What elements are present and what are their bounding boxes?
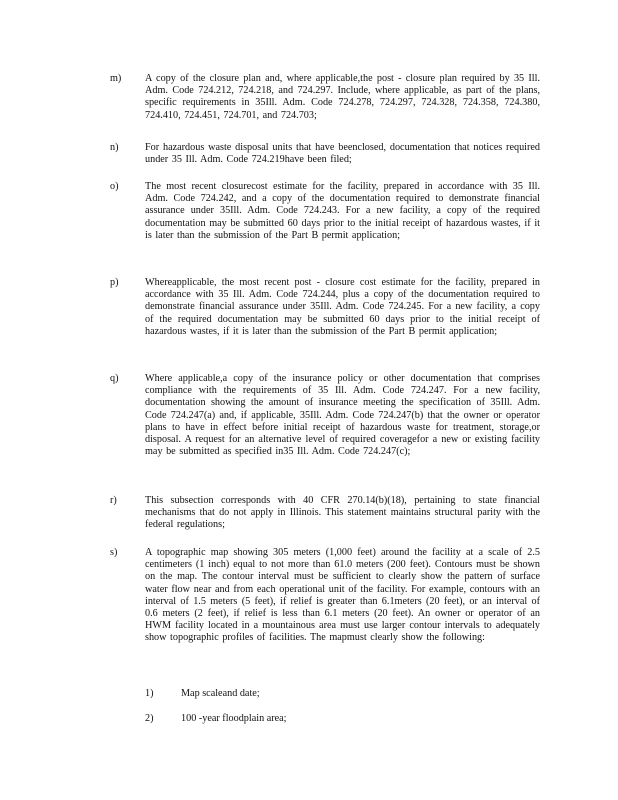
item-text: For hazardous waste disposal units that have beenclosed, documentation that notices required under 35 Ill. Adm. Code 724.219have been filed;	[145, 142, 540, 166]
sub-item-text: 100 -year floodplain area;	[181, 713, 287, 724]
item-marker: s)	[110, 547, 118, 558]
sub-item-number: 2)	[145, 713, 154, 724]
item-text: The most recent closurecost estimate for the facility, prepared in accordance with 35 Ill. Adm. Code 724.242, and a copy of the documentation required to demonstrate financial assurance under 35Ill. Adm. Code 724.243. For a new facility, a copy of the required documentation may be submitted 60 days prior to the initial receipt of hazardous wastes, if it is later than the submission of the Part B permit application;	[145, 181, 540, 241]
item-marker: p)	[110, 277, 119, 288]
item-marker: n)	[110, 142, 119, 153]
item-text: This subsection corresponds with 40 CFR 270.14(b)(18), pertaining to state financial mechanisms that do not apply in Illinois. This statement maintains structural parity with the federal regulations;	[145, 495, 540, 531]
item-marker: q)	[110, 373, 119, 384]
item-text: Where applicable,a copy of the insurance policy or other documentation that comprises compliance with the requirements of 35 Ill. Adm. Code 724.247. For a new facility, documentation showing the amount of insurance meeting the specification of 35Ill. Adm. Code 724.247(a) and, if applicable, 35Ill. Adm. Code 724.247(b) that the owner or operator plans to have in effect before initial receipt of hazardous waste for treatment, storage,or disposal. A request for an alternative level of required coveragefor a new or existing facility may be submitted as specified in35 Ill. Adm. Code 724.247(c);	[145, 373, 540, 458]
sub-item-text: Map scaleand date;	[181, 688, 260, 699]
item-text: Whereapplicable, the most recent post - closure cost estimate for the facility, prepared in accordance with 35 Ill. Adm. Code 724.244, plus a copy of the documentation required to demonstrate financial assurance under 35Ill. Adm. Code 724.245. For a new facility, a copy of the required documentation may be submitted 60 days prior to the initial receipt of hazardous wastes, if it is later than the submission of the Part B permit application;	[145, 277, 540, 337]
item-marker: m)	[110, 73, 122, 84]
item-text: A topographic map showing 305 meters (1,000 feet) around the facility at a scale of 2.5 centimeters (1 inch) equal to not more than 61.0 meters (200 feet). Contours must be shown on the map. The contour interval must be sufficient to clearly show the pattern of surface water flow near and from each operational unit of the facility. For example, contours with an interval of 1.5 meters (5 feet), if relief is greater than 6.1meters (20 feet), or an interval of 0.6 meters (2 feet), if relief is less than 6.1 meters (20 feet). An owner or operator of an HWM facility located in a mountainous area must use larger contour intervals to adequately show topographic profiles of facilities. The mapmust clearly show the following:	[145, 547, 540, 644]
item-marker: r)	[110, 495, 117, 506]
sub-item-number: 1)	[145, 688, 154, 699]
item-marker: o)	[110, 181, 119, 192]
item-text: A copy of the closure plan and, where applicable,the post - closure plan required by 35 Ill. Adm. Code 724.212, 724.218, and 724.297. Include, where applicable, as part of the plans, specific requirements in 35Ill. Adm. Code 724.278, 724.297, 724.328, 724.358, 724.380, 724.410, 724.451, 724.701, and 724.703;	[145, 73, 540, 121]
